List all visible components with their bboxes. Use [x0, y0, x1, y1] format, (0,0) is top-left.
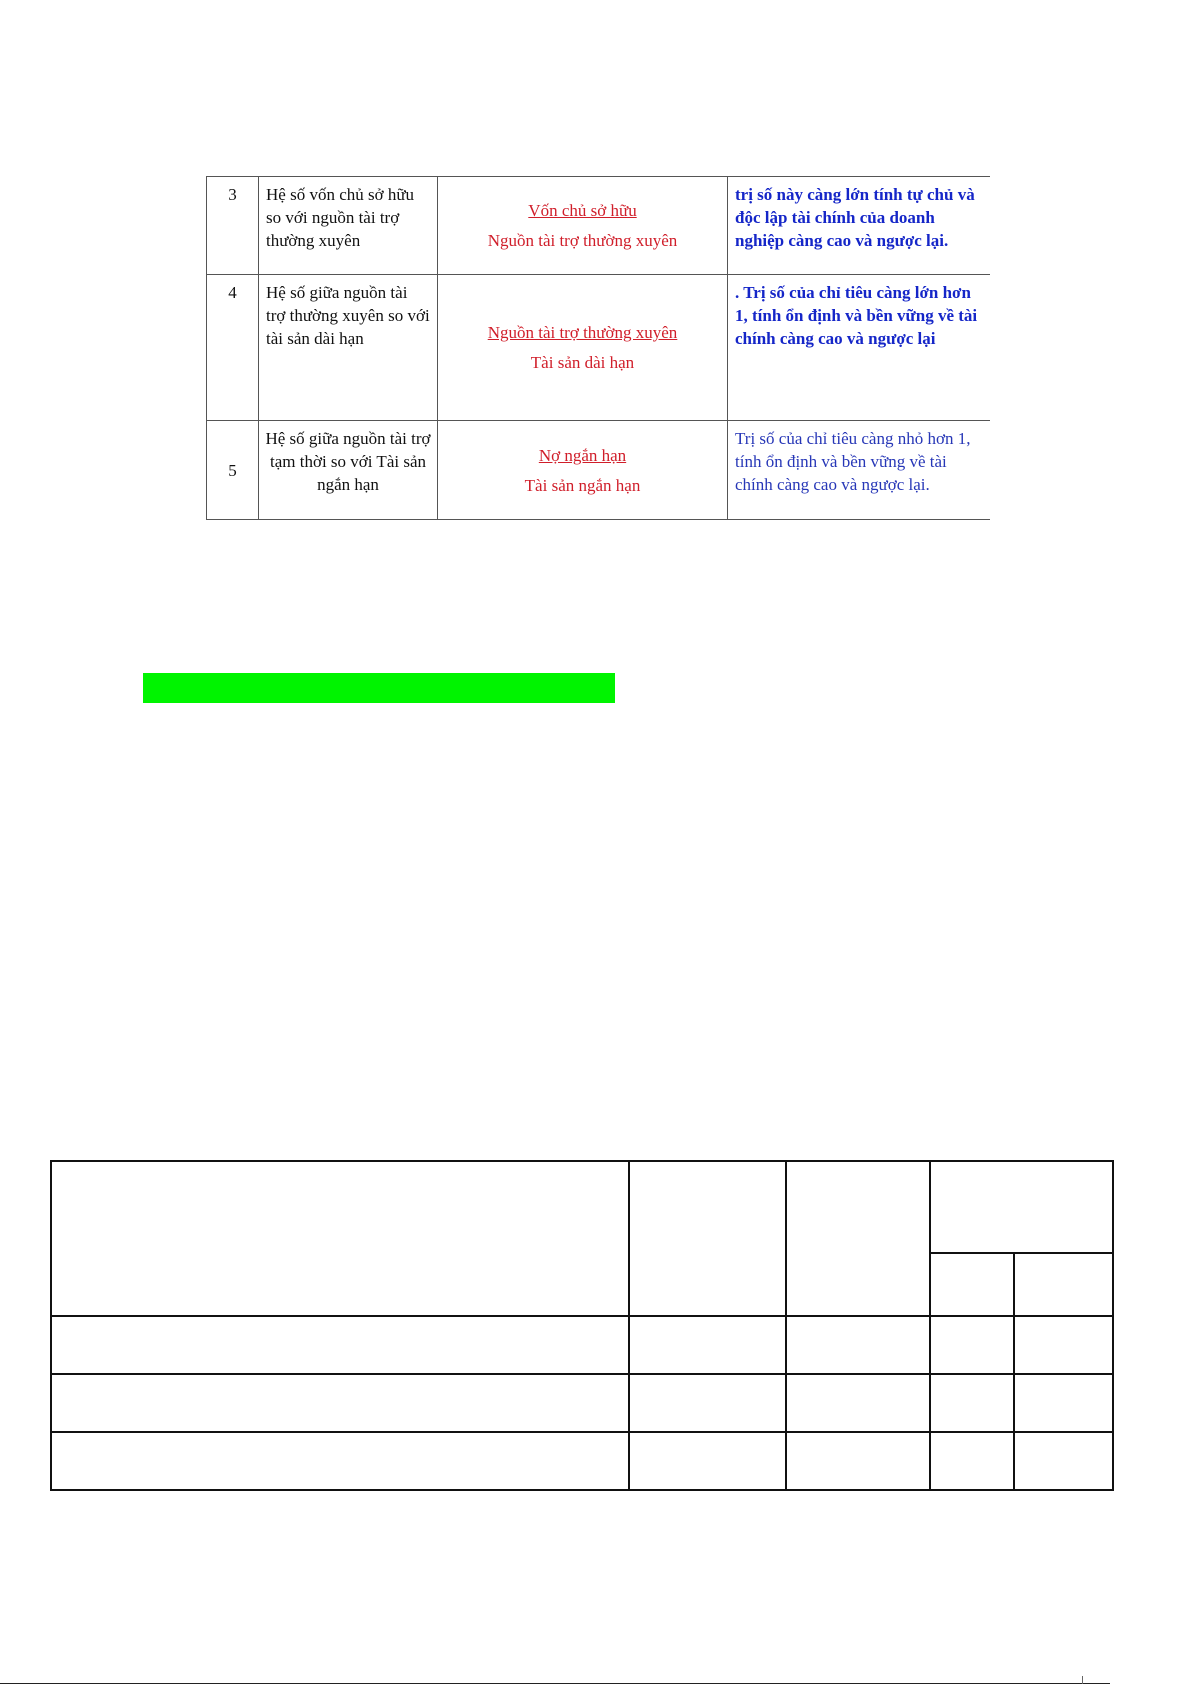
table-cell: [1014, 1253, 1113, 1316]
table-row: [207, 421, 990, 520]
table-row: [51, 1432, 1113, 1490]
ratio-name: Hệ số giữa nguồn tài trợ tạm thời so với Tài sản ngắn hạn: [259, 421, 438, 520]
table-cell: [786, 1374, 930, 1432]
table-cell: [786, 1161, 930, 1316]
empty-table: [50, 1160, 1114, 1491]
table-cell: [1014, 1316, 1113, 1374]
table-row: [207, 275, 990, 421]
ratio-interpretation: trị số này càng lớn tính tự chủ và độc lập tài chính của doanh nghiệp càng cao và ngược lại.: [728, 177, 990, 275]
highlight-bar: [143, 673, 615, 703]
ratio-formula: [438, 177, 728, 275]
table-cell: [629, 1374, 786, 1432]
table-cell: [51, 1432, 629, 1490]
table-cell: [930, 1374, 1014, 1432]
table-cell: [930, 1316, 1014, 1374]
ratio-name: Hệ số giữa nguồn tài trợ thường xuyên so với tài sản dài hạn: [259, 275, 438, 421]
ratio-formula: [438, 275, 728, 421]
row-number: 5: [207, 421, 259, 520]
formula-numerator: Nguồn tài trợ thường xuyên: [487, 323, 678, 342]
ratio-table: [206, 176, 990, 520]
table-cell: [786, 1432, 930, 1490]
table-cell: [629, 1161, 786, 1316]
table-cell: [1014, 1432, 1113, 1490]
table-cell: [930, 1253, 1014, 1316]
row-number: 4: [207, 275, 259, 421]
formula-numerator: Vốn chủ sở hữu: [528, 201, 637, 220]
table-cell: [51, 1161, 629, 1316]
table-cell: [51, 1374, 629, 1432]
table-row: [51, 1316, 1113, 1374]
table-cell: [786, 1316, 930, 1374]
table-cell: [51, 1316, 629, 1374]
table-cell: [930, 1161, 1113, 1253]
table-header-row: [51, 1161, 1113, 1253]
ratio-formula: [438, 421, 728, 520]
ratio-interpretation: . Trị số của chỉ tiêu càng lớn hơn 1, tính ổn định và bền vững về tài chính càng cao và ngược lại: [728, 275, 990, 421]
row-number: 3: [207, 177, 259, 275]
formula-denominator: Tài sản ngắn hạn: [524, 475, 641, 495]
table-cell: [1014, 1374, 1113, 1432]
ratio-interpretation: Trị số của chỉ tiêu càng nhỏ hơn 1, tính ổn định và bền vững về tài chính càng cao và ngược lại.: [728, 421, 990, 520]
table-cell: [629, 1432, 786, 1490]
table-cell: [629, 1316, 786, 1374]
page-bottom-rule: [0, 1683, 1110, 1684]
table-row: [51, 1374, 1113, 1432]
table-row: [207, 177, 990, 275]
formula-denominator: Tài sản dài hạn: [530, 353, 635, 372]
page-corner-mark: [1082, 1676, 1083, 1684]
table-cell: [930, 1432, 1014, 1490]
formula-numerator: Nợ ngắn hạn: [538, 445, 627, 465]
formula-denominator: Nguồn tài trợ thường xuyên: [487, 231, 678, 250]
ratio-name: Hệ số vốn chủ sở hữu so với nguồn tài trợ thường xuyên: [259, 177, 438, 275]
